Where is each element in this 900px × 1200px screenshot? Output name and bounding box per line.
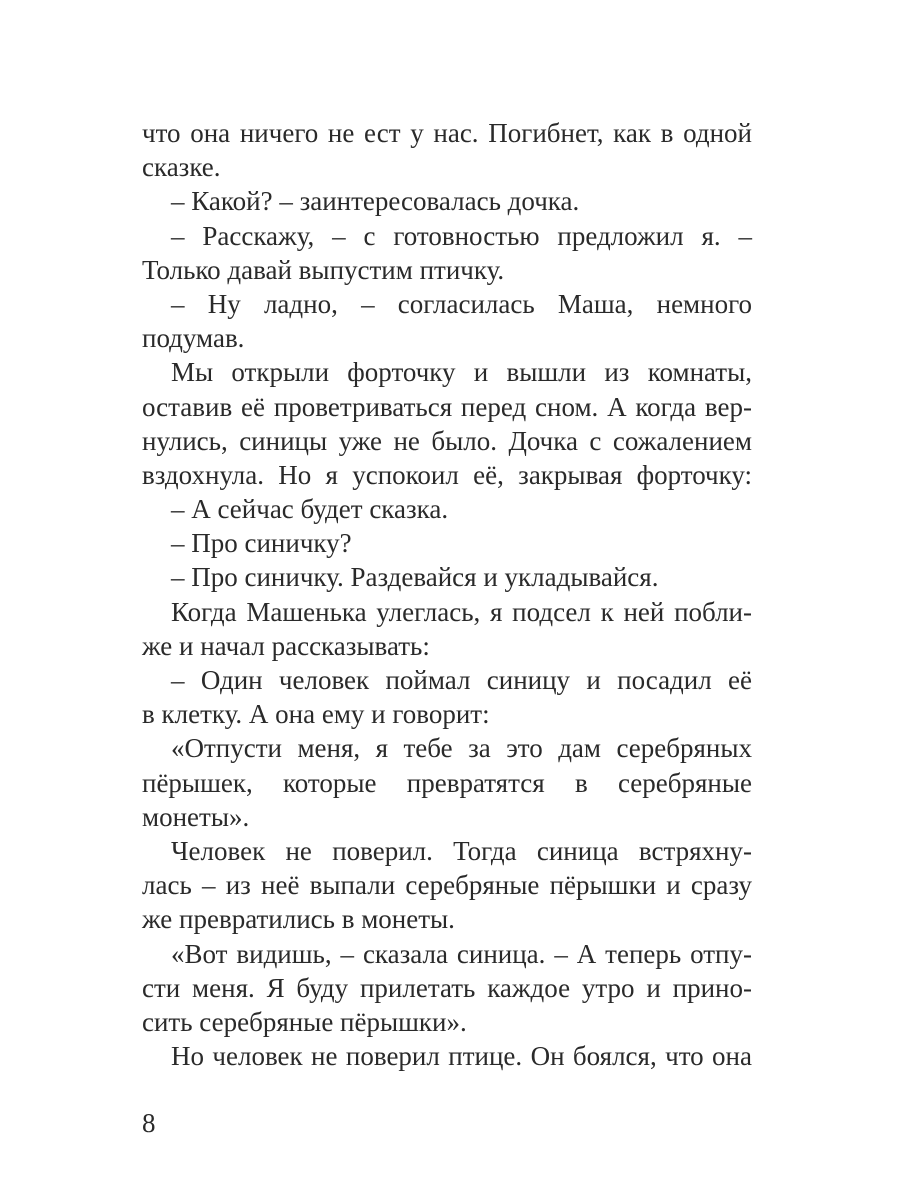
text-line: подумав. [142,323,245,354]
text-line: пёрышек, которые превратятся в серебряные [142,767,752,798]
text-line: «Отпусти меня, я тебе за это дам серебряных [171,733,752,764]
text-line: – Про синичку? [171,528,352,559]
text-line: «Вот видишь, – сказала синица. – А теперь отпу- [171,938,752,969]
body-text [142,116,752,1073]
text-line: в клетку. А она ему и говорит: [142,699,490,730]
text-line: – Какой? – заинтересовалась дочка. [171,186,580,217]
text-line: монеты». [142,801,250,832]
text-line: – Расскажу, – с готовностью предложил я. – [171,220,752,251]
text-line: Мы открыли форточку и вышли из комнаты, [171,357,752,388]
text-line: сить серебряные пёрышки». [142,1006,467,1037]
text-line: Только давай выпустим птичку. [142,254,505,285]
text-line: – Про синичку. Раздевайся и укладывайся. [171,562,659,593]
text-line: Но человек не поверил птице. Он боялся, что она [171,1041,752,1072]
text-line: нулись, синицы уже не было. Дочка с сожалением [142,425,752,456]
text-line: что она ничего не ест у нас. Погибнет, как в одной [142,118,752,148]
text-line: – Один человек поймал синицу и посадил её [171,665,752,695]
text-line: же превратились в монеты. [142,904,455,935]
text-line: же и начал рассказывать: [142,630,430,661]
text-line: – Ну ладно, – согласилась Маша, немного [171,288,752,319]
text-line: Когда Машенька улеглась, я подсел к ней побли- [171,596,752,627]
text-line: сказке. [142,152,221,183]
text-line: оставив её проветриваться перед сном. А когда вер- [142,391,752,422]
text-line: – А сейчас будет сказка. [171,494,449,525]
text-line: вздохнула. Но я успокоил её, закрывая форточку: [142,459,752,490]
text-line: лась – из неё выпали серебряные пёрышки и сразу [142,870,752,901]
text-line: Человек не поверил. Тогда синица встряхну- [171,835,752,866]
page-number: 8 [142,1108,156,1138]
text-line: сти меня. Я буду прилетать каждое утро и прино- [142,972,752,1003]
